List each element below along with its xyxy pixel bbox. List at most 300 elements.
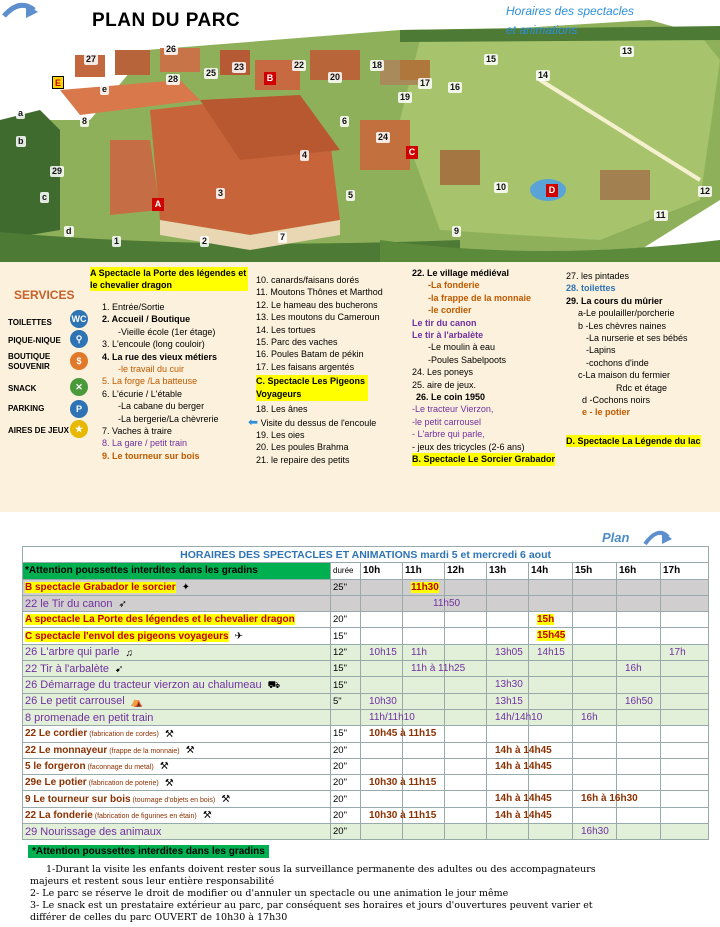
activity-label: 29e Le potier	[25, 777, 87, 789]
cannon-icon: ➶	[118, 598, 127, 610]
time-value: 11h50	[433, 597, 461, 609]
map-title: PLAN DU PARC	[92, 10, 241, 31]
legend-item: -Poules Sabelpoots	[428, 354, 507, 365]
activity-duration: 20"	[331, 612, 361, 628]
legend-item: 22. Le village médiéval	[412, 268, 510, 278]
schedule-link[interactable]: Horaires des spectacles et animations	[506, 4, 635, 37]
parking-icon: P	[70, 400, 88, 418]
schedule-row	[23, 628, 709, 644]
legend-item: -La bergerie/La chèvrerie	[118, 413, 219, 424]
schedule-row	[23, 726, 709, 742]
activity-label: 26 Le petit carrousel	[25, 695, 125, 708]
legend-item: 28. toilettes	[566, 283, 616, 294]
time-cell	[487, 661, 529, 677]
activity-subtitle: (fabrication de figurines en étain)	[92, 812, 197, 820]
activity-duration: 15"	[331, 661, 361, 677]
anvil-icon: ⚒	[164, 777, 174, 789]
legend-item: Le tir à l'arbalète	[412, 330, 484, 341]
time-value: 11h	[411, 646, 427, 658]
tractor-icon: ⛟	[267, 680, 281, 692]
activity-name	[23, 677, 331, 693]
activity-duration	[331, 709, 361, 725]
activity-duration: 15"	[331, 628, 361, 644]
legend-item: -La nurserie et ses bébés	[586, 333, 688, 344]
time-cell	[661, 693, 709, 709]
activity-duration: 5"	[331, 693, 361, 709]
activity-label: 22 Tir à l'arbalète	[25, 662, 110, 675]
time-cell	[487, 677, 529, 693]
time-cell	[445, 742, 487, 758]
activity-duration	[331, 595, 361, 611]
time-cell	[661, 742, 709, 758]
time-cell	[573, 612, 617, 628]
spectacle-c-label: C. Spectacle Les Pigeons Voyageurs	[256, 375, 368, 401]
time-cell	[573, 709, 617, 725]
picnic-icon: ⚲	[70, 330, 88, 348]
map-label: 12	[700, 186, 711, 196]
schedule-row	[23, 742, 709, 758]
legend-item: 15. Parc des vaches	[256, 337, 338, 348]
time-cell	[573, 579, 617, 595]
activity-label: 26 Démarrage du tracteur vierzon au chalumeau	[25, 679, 262, 692]
spectacle-d-label: D. Spectacle La Légende du lac	[566, 435, 701, 446]
service-label: PIQUE-NIQUE	[8, 336, 61, 345]
legend-item: -Le moulin à eau	[428, 342, 496, 353]
time-cell	[573, 726, 617, 742]
activity-name	[23, 612, 331, 628]
schedule-row	[23, 579, 709, 595]
time-cell	[617, 775, 661, 791]
legend-item: -le travail du cuir	[118, 364, 185, 375]
schedule-row	[23, 661, 709, 677]
time-cell	[445, 726, 487, 742]
legend-item: -La cabane du berger	[118, 401, 205, 412]
playground-icon: ★	[70, 420, 88, 438]
time-cell	[529, 644, 573, 660]
activity-name	[23, 661, 331, 677]
time-cell	[617, 644, 661, 660]
map-label: 25	[206, 68, 217, 78]
note-line: majeurs et restent sous leur entière responsabilité	[30, 876, 275, 887]
time-cell	[487, 612, 529, 628]
map-label: b	[18, 136, 24, 146]
spectacle-a-label: A Spectacle la Porte des légendes et le chevalier dragon	[90, 268, 247, 290]
time-cell	[361, 775, 437, 791]
legend-item: a-Le poulailler/porcherie	[578, 308, 675, 319]
activity-label: 29 Nourissage des animaux	[25, 825, 162, 838]
activity-subtitle: (tournage d'objets en bois)	[130, 796, 216, 804]
time-cell	[403, 824, 445, 840]
park-map	[0, 0, 720, 262]
service-label: BOUTIQUE SOUVENIR	[8, 352, 51, 371]
time-cell	[573, 742, 617, 758]
time-cell	[661, 758, 709, 774]
duration-header: durée	[331, 563, 361, 579]
schedule-row	[23, 612, 709, 628]
legend-item: 24. Les poneys	[412, 367, 474, 378]
legend-item: Le tir du canon	[412, 317, 477, 328]
time-cell	[617, 579, 661, 595]
legend-col-2	[248, 274, 408, 466]
map-label: 23	[234, 62, 245, 72]
time-cell	[573, 775, 617, 791]
map-label: 6	[342, 116, 348, 126]
stroller-warning: *Attention poussettes interdites dans les gradins	[23, 563, 331, 579]
activity-name	[23, 709, 331, 725]
hour-header: 14h	[529, 563, 573, 579]
curved-arrow-icon[interactable]	[0, 0, 40, 26]
time-cell	[573, 693, 617, 709]
time-value: 10h30 à 11h15	[369, 809, 437, 821]
time-value: 10h15	[369, 646, 397, 658]
map-label: 15	[486, 54, 497, 64]
activity-name	[23, 595, 331, 611]
time-cell	[573, 824, 617, 840]
map-label: c	[42, 192, 48, 202]
activity-duration: 12"	[331, 644, 361, 660]
map-label: 13	[622, 46, 633, 56]
time-cell	[617, 758, 661, 774]
time-value: 14h15	[537, 646, 565, 658]
legend-item: -le petit carrousel	[412, 416, 482, 427]
time-cell	[661, 612, 709, 628]
activity-name	[23, 791, 331, 807]
schedule-row	[23, 775, 709, 791]
map-label: 29	[52, 166, 63, 176]
time-cell	[661, 807, 709, 823]
time-cell	[445, 758, 487, 774]
legend-item: 25. aire de jeux.	[412, 379, 477, 390]
activity-subtitle: (frappe de la monnaie)	[107, 747, 180, 755]
legend-item: 14. Les tortues	[256, 324, 316, 335]
time-cell	[361, 579, 403, 595]
time-value: 11h/11h10	[369, 711, 415, 723]
activity-label: 9 Le tourneur sur bois	[25, 793, 131, 805]
witch-icon: ✦	[181, 582, 191, 594]
map-label: 19	[400, 92, 411, 102]
legend-item: 2. Accueil / Boutique	[102, 314, 191, 325]
time-cell	[617, 709, 661, 725]
time-cell	[361, 791, 403, 807]
activity-duration: 20"	[331, 791, 361, 807]
time-value: 14h à 14h45	[495, 809, 552, 821]
time-cell	[403, 661, 466, 677]
legend-item: - jeux des tricycles (2-6 ans)	[412, 441, 525, 452]
time-cell	[403, 644, 445, 660]
time-cell	[487, 742, 552, 758]
hour-header: 13h	[487, 563, 529, 579]
activity-label: 22 Le monnayeur	[25, 744, 108, 756]
activity-duration: 20"	[331, 742, 361, 758]
time-cell	[529, 693, 573, 709]
map-label: 2	[202, 236, 208, 246]
time-cell	[445, 807, 487, 823]
time-cell	[487, 807, 552, 823]
hour-header: 17h	[661, 563, 709, 579]
legend-item: -le cordier	[428, 305, 472, 316]
time-cell	[661, 726, 709, 742]
time-cell	[573, 807, 617, 823]
legend-item: 27. les pintades	[566, 271, 630, 281]
time-cell	[529, 726, 573, 742]
map-legend	[0, 262, 720, 512]
time-cell	[573, 644, 617, 660]
activity-label: 22 le Tir du canon	[25, 597, 113, 610]
time-cell	[445, 677, 487, 693]
time-cell	[487, 758, 552, 774]
legend-item: 26. Le coin 1950	[416, 392, 486, 403]
map-label: 27	[86, 54, 97, 64]
service-label: PARKING	[8, 404, 45, 413]
time-cell	[361, 628, 403, 644]
map-label: 26	[166, 44, 177, 54]
time-cell	[529, 612, 573, 628]
map-letter-c: C	[406, 146, 418, 159]
time-cell	[661, 824, 709, 840]
legend-item: -Le tracteur Vierzon,	[412, 404, 494, 415]
time-cell	[487, 824, 529, 840]
time-cell	[617, 807, 661, 823]
activity-name	[23, 742, 331, 758]
legend-item: 6. L'écurie / L'étable	[102, 388, 182, 399]
time-cell	[361, 824, 403, 840]
stroller-warning-bottom: *Attention poussettes interdites dans les gradins	[28, 845, 269, 858]
map-label: 18	[372, 60, 383, 70]
schedule-table	[22, 546, 709, 840]
time-value: 16h30	[581, 826, 609, 838]
map-letter-a: A	[152, 198, 164, 211]
time-cell	[661, 644, 709, 660]
legend-item: 5. La forge /La batteuse	[102, 376, 198, 387]
time-cell	[617, 628, 661, 644]
time-value: 16h à 16h30	[581, 793, 638, 805]
time-cell	[403, 791, 445, 807]
time-value: 16h	[581, 711, 598, 723]
legend-item: -Vieille école (1er étage)	[118, 326, 216, 337]
activity-subtitle: (fabrication de poterie)	[86, 780, 159, 788]
time-cell	[661, 595, 709, 611]
schedule-row	[23, 807, 709, 823]
time-cell	[445, 644, 487, 660]
legend-item: 4. La rue des vieux métiers	[102, 351, 218, 362]
anvil-icon: ⚒	[221, 793, 231, 805]
map-label: e	[102, 84, 108, 94]
time-cell	[487, 628, 529, 644]
time-cell	[573, 595, 617, 611]
time-value: 14h/14h10	[495, 711, 543, 723]
map-label: 14	[538, 70, 549, 80]
hour-header: 11h	[403, 563, 445, 579]
activity-duration: 25"	[331, 579, 361, 595]
map-label: 8	[82, 116, 88, 126]
legend-item: 16. Poules Batam de pékin	[256, 349, 364, 360]
map-label: 3	[218, 188, 224, 198]
legend-item: 7. Vaches à traire	[102, 426, 172, 437]
time-cell	[445, 628, 487, 644]
time-cell	[617, 612, 661, 628]
crossbow-icon: ➹	[115, 664, 124, 676]
time-cell	[361, 709, 415, 725]
time-value: 13h15	[495, 695, 523, 707]
map-label: d	[66, 226, 72, 236]
time-cell	[361, 742, 403, 758]
service-label: TOILETTES	[8, 318, 52, 327]
time-cell	[573, 791, 638, 807]
legend-item: 12. Le hameau des bucherons	[256, 299, 378, 310]
activity-name	[23, 758, 331, 774]
activity-duration: 20"	[331, 775, 361, 791]
note-line: 3- Le snack est un prestataire extérieur au parc, par conséquent ses horaires et jours d'ouvertures peuvent varier et	[30, 900, 593, 911]
note-line: 2- Le parc se réserve le droit de modifier ou d'annuler un spectacle ou une animation le jour même	[30, 888, 509, 899]
activity-label: C spectacle l'envol des pigeons voyageurs	[25, 630, 229, 642]
activity-duration: 20"	[331, 758, 361, 774]
time-cell	[403, 612, 445, 628]
anvil-icon: ⚒	[164, 728, 174, 740]
legend-item-text: Visite du dessus de l'encoule	[260, 417, 377, 428]
activity-name	[23, 824, 331, 840]
shop-icon: $	[70, 352, 88, 370]
plan-link[interactable]: Plan	[602, 530, 630, 545]
time-cell	[403, 595, 461, 611]
time-cell	[573, 628, 617, 644]
schedule-row	[23, 709, 709, 725]
legend-item: Rdc et étage	[616, 382, 668, 393]
time-cell	[403, 628, 445, 644]
time-cell	[445, 824, 487, 840]
time-cell	[487, 579, 529, 595]
activity-label: A spectacle La Porte des légendes et le chevalier dragon	[25, 614, 295, 626]
activity-label: 26 L'arbre qui parle	[25, 646, 120, 659]
activity-duration: 20"	[331, 807, 361, 823]
time-cell	[529, 579, 573, 595]
time-cell	[445, 709, 487, 725]
schedule-row	[23, 677, 709, 693]
service-label: SNACK	[8, 384, 37, 393]
map-label: 9	[454, 226, 460, 236]
time-cell	[487, 791, 552, 807]
legend-col-3	[412, 267, 564, 466]
map-letter-d: D	[546, 184, 558, 197]
time-cell	[661, 579, 709, 595]
map-label: 20	[330, 72, 341, 82]
map-label: 24	[378, 132, 389, 142]
time-cell	[529, 775, 573, 791]
activity-label: 8 promenade en petit train	[25, 711, 154, 724]
legend-item: 29. La cours du mûrier	[566, 295, 663, 306]
time-cell	[661, 661, 709, 677]
time-cell	[361, 612, 403, 628]
activity-name	[23, 726, 331, 742]
time-cell	[403, 677, 445, 693]
schedule-row	[23, 824, 709, 840]
time-cell	[403, 693, 445, 709]
time-cell	[403, 579, 445, 595]
activity-duration: 20"	[331, 824, 361, 840]
time-cell	[403, 758, 445, 774]
time-cell	[661, 628, 709, 644]
time-cell	[445, 579, 487, 595]
legend-item: 20. Les poules Brahma	[256, 442, 349, 453]
time-value: 16h	[625, 663, 642, 675]
activity-label: B spectacle Grabador le sorcier	[25, 581, 176, 593]
map-label: 10	[496, 182, 507, 192]
schedule-body	[23, 547, 709, 840]
schedule-title: HORAIRES DES SPECTACLES ET ANIMATIONS mardi 5 et mercredi 6 aout	[23, 547, 709, 563]
legend-item: 13. Les moutons du Cameroun	[256, 312, 380, 323]
hour-header: 16h	[617, 563, 661, 579]
time-cell	[617, 661, 661, 677]
time-value: 10h30	[369, 695, 397, 707]
time-cell	[487, 693, 529, 709]
schedule-row	[23, 693, 709, 709]
time-value: 16h50	[625, 695, 653, 707]
legend-item: 1. Entrée/Sortie	[102, 302, 165, 312]
time-value: 17h	[669, 646, 686, 658]
legend-item: 11. Moutons Thônes et Marthod	[256, 287, 383, 298]
time-value: 11h30	[411, 581, 439, 593]
left-arrow-icon: ⬅	[248, 414, 259, 429]
legend-item: -La fonderie	[428, 280, 480, 291]
map-label: a	[18, 108, 24, 118]
service-label: AIRES DE JEUX	[8, 426, 69, 435]
time-cell	[403, 742, 445, 758]
time-cell	[445, 612, 487, 628]
time-cell	[529, 628, 573, 644]
map-label: 17	[420, 78, 431, 88]
hour-header: 12h	[445, 563, 487, 579]
anvil-icon: ⚒	[159, 761, 169, 773]
time-cell	[445, 775, 487, 791]
anvil-icon: ⚒	[185, 745, 195, 757]
legend-item: 9. Le tourneur sur bois	[102, 450, 200, 461]
bird-icon: ✈	[234, 630, 243, 642]
time-cell	[529, 824, 573, 840]
activity-name	[23, 693, 331, 709]
time-cell	[617, 824, 661, 840]
legend-item: - L'arbre qui parle,	[412, 429, 485, 440]
time-value: 13h05	[495, 646, 523, 658]
time-value: 13h30	[495, 679, 523, 691]
time-cell	[617, 693, 661, 709]
activity-subtitle: (faconnage du metal)	[85, 764, 154, 771]
time-cell	[487, 709, 543, 725]
services-title: SERVICES	[14, 288, 75, 302]
activity-label: 5 le forgeron	[25, 761, 86, 772]
time-cell	[361, 807, 437, 823]
hour-header: 10h	[361, 563, 403, 579]
legend-col-1	[90, 267, 250, 462]
map-label: 7	[280, 232, 286, 242]
legend-item: 19. Les oies	[256, 430, 305, 441]
snack-icon: ✕	[70, 378, 88, 396]
activity-label: 22 La fonderie	[25, 809, 93, 821]
time-cell	[661, 677, 709, 693]
anvil-icon: ⚒	[202, 810, 212, 822]
legend-item: -Lapins	[586, 345, 616, 356]
time-cell	[487, 595, 529, 611]
toilets-icon: WC	[70, 310, 88, 328]
map-letter-b: B	[264, 72, 276, 85]
time-cell	[445, 693, 487, 709]
activity-name	[23, 644, 331, 660]
time-cell	[361, 644, 403, 660]
carousel-icon: ⛺	[130, 696, 144, 708]
schedule-row	[23, 758, 709, 774]
time-cell	[361, 677, 403, 693]
map-label: 16	[450, 82, 461, 92]
legend-item: d -Cochons noirs	[582, 395, 651, 406]
map-label: 22	[294, 60, 305, 70]
